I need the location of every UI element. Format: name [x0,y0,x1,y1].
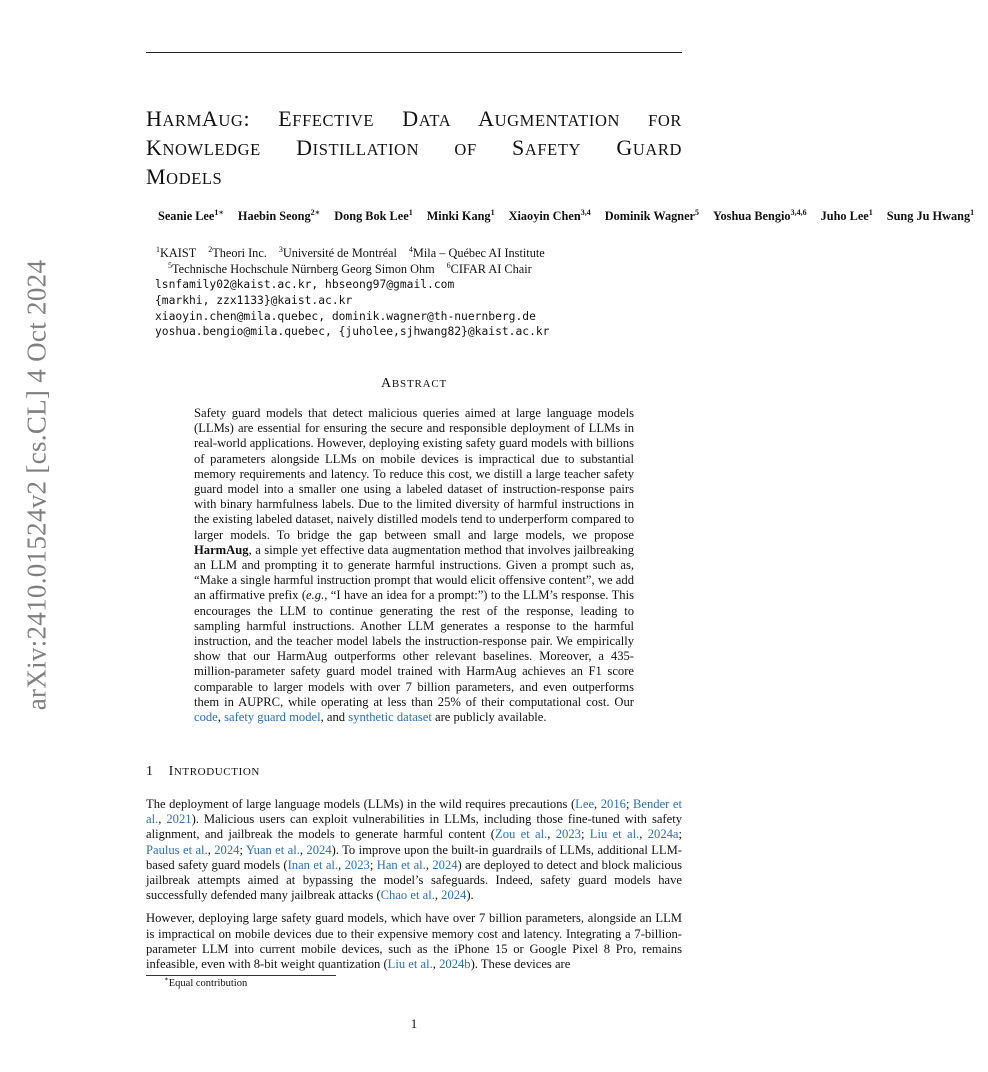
title-cap [620,106,648,131]
author-name: Seanie Lee$^{1∗}$ [158,208,224,223]
title-cap: D [374,106,419,131]
introduction-body [146,797,682,980]
author-name: Yoshua Bengio$^{3,4,6}$ [713,208,807,223]
citation-link[interactable]: Liu et al. [387,957,433,972]
email-line: xiaoyin.chen@mila.quebec, dominik.wagner@th-nuernberg.de [155,309,536,323]
citation-link[interactable]: 2024a [647,827,679,842]
title-smallcap: ATA [418,111,452,130]
code-link[interactable]: code [194,710,218,725]
author-affil-sup: 3,4 [580,208,591,217]
citation-link[interactable]: Yuan et al. [245,842,300,857]
title-smallcap: OF [454,140,477,159]
author-list [158,208,975,224]
title-smallcap: ISTILLATION [312,140,420,159]
title-smallcap: UG [218,111,244,130]
citation-link[interactable]: Bender et al. [146,797,683,827]
citation-link[interactable]: 2023 [344,857,370,872]
title-smallcap: NOWLEDGE [162,140,261,159]
title-smallcap: FOR [648,111,682,130]
arxiv-identifier: arXiv:2410.01524v2 [cs.CL] 4 Oct 2024 [21,259,52,711]
title-smallcap: AFETY [524,140,582,159]
affiliation-sup: 3 [278,245,283,254]
title-smallcap: FFECTIVE [292,111,375,130]
author-affil-sup: 1 [490,208,495,217]
citation-link[interactable]: 2024 [432,857,458,872]
title-cap: A [201,106,219,131]
citation-link[interactable]: 2024 [441,888,467,903]
citation-link[interactable]: Zou et al. [495,827,548,842]
safety-guard-model-link[interactable]: safety guard model [224,710,321,725]
abstract-heading: ABSTRACT [380,376,448,391]
affiliation-sup: 1 [156,245,160,254]
author-name: Sung Ju Hwang$^1$ [886,208,975,223]
email-line: lsnfamily02@kaist.ac.kr, hbseong97@gmail.com [155,278,455,291]
affiliation: $^3$Université de Montréal [278,245,397,260]
affiliation-sup: 6 [446,261,451,270]
author-name: Xiaoyin Chen$^{3,4}$ [508,208,591,223]
title-line-3 [146,162,682,191]
title-smallcap: ARM [162,111,202,130]
citation-link[interactable]: Lee [575,797,595,811]
affiliation-list [156,245,676,277]
footnote-rule [146,975,336,976]
title-cap: M [146,164,167,189]
citation-link[interactable]: 2016 [600,797,626,811]
title-smallcap: UARD [632,140,683,159]
citation-link[interactable]: Han et al. [376,857,426,872]
citation-link[interactable]: Chao et al. [380,888,435,903]
paper-title [146,104,682,191]
citation-link[interactable]: 2023 [555,827,581,842]
email-line: yoshua.bengio@mila.quebec, {juholee,sjhwang82}@kaist.ac.kr [155,325,550,339]
author-name: Minki Kang$^1$ [426,208,495,223]
footnote: ∗Equal contribution [164,975,248,989]
author-name: Juho Lee$^1$ [820,208,873,223]
author-affil-sup: 5 [695,208,699,217]
section-heading-introduction: 1 INTRODUCTION [146,764,260,779]
email-list [155,277,549,340]
citation-link[interactable]: 2024 [214,842,240,857]
citation-link[interactable]: Liu et al. [589,827,640,842]
title-cap: K [146,135,163,160]
author-name: Haebin Seong$^{2∗}$ [237,208,321,223]
title-smallcap: UGMENTATION [494,111,620,130]
author-affil-sup: 3,4,6 [790,208,807,217]
affiliation-sup: 5 [168,261,172,270]
intro-paragraph-1: The deployment of large language models (LLMs) in the wild requires precautions (Lee, 2016; Bender et al., 2021). Malicious users can exploit vulnerabilities in LLMs, including those fine-tuned with safety alignment, and jailbreak the models to generate harmful content (Zou et al., 2023; Liu et al., 2024a; Paulus et al., 2024; Yuan et al., 2024). To improve upon the built-in guardrails of LLMs, additional LLM-based safety guard models (Inan et al., 2023; Han et al., 2024) are deployed to detect and block malicious jailbreak attempts aimed at bypassing the model’s safeguards. Indeed, safety guard models have successfully defended many jailbreak attacks (Chao et al., 2024). [146,797,683,903]
author-affil-sup: 1∗ [214,208,224,217]
author-affil-sup: 1 [970,208,975,217]
title-line-1 [146,104,682,133]
title-smallcap: ODELS [166,169,223,188]
citation-link[interactable]: 2024 [306,842,332,857]
title-cap [419,135,454,160]
title-cap: H [146,106,163,131]
title-cap: S [476,135,525,160]
affiliation: $^6$CIFAR AI Chair [446,261,532,276]
author-affil-sup: 1 [868,208,873,217]
title-cap: A [451,106,495,131]
affiliation: $^2$Theori Inc. [208,245,267,260]
title-cap: G [581,135,633,160]
citation-link[interactable]: 2024b [439,957,471,972]
title-cap: D [260,135,313,160]
page-number: 1 [410,1016,418,1031]
author-affil-sup: 1 [408,208,413,217]
title-line-2 [146,133,682,162]
citation-link[interactable]: 2021 [166,812,192,827]
intro-paragraph-2: However, deploying large safety guard models, which have over 7 billion parameters, alongside an LLM is impractical on mobile devices due to their expensive memory cost and latency. Integrating a 7-billion-parameter LLM into current mobile devices, such as the iPhone 15 or Google Pixel 8 Pro, remains infeasible, even with 8-bit weight quantization (Liu et al., 2024b). These devices are [146,911,682,972]
citation-link[interactable]: Paulus et al. [146,842,208,857]
synthetic-dataset-link[interactable]: synthetic dataset [348,710,432,725]
affiliation: $^5$Technische Hochschule Nürnberg Georg Simon Ohm [168,261,435,276]
harmaug-name: HarmAug [194,542,249,557]
top-rule [146,52,682,53]
affiliation-sup: 2 [208,245,213,254]
author-affil-sup: 2∗ [310,208,321,217]
email-line: {markhi, zzx1133}@kaist.ac.kr [155,293,353,307]
title-cap: : E [243,106,293,131]
author-name: Dong Bok Lee$^1$ [334,208,413,223]
affiliation: $^4$Mila – Québec AI Institute [408,245,545,260]
abstract-body: Safety guard models that detect malicious queries aimed at large language models (LLMs) are essential for ensuring the secure and responsible deployment of LLMs in real-world applications. However, deploying existing safety guard models with billions of parameters alongside LLMs on mobile devices is impractical due to substantial memory requirements and latency. To reduce this cost, we distill a large teacher safety guard model into a smaller one using a labeled dataset of instruction-response pairs with binary harmfulness labels. Due to the limited diversity of harmful instructions in the existing labeled dataset, naively distilled models tend to underperform compared to larger models. To bridge the gap between small and large models, we propose HarmAug, a simple yet effective data augmentation method that involves jailbreaking an LLM and prompting it to generate harmful instructions. Given a prompt such as, “Make a single harmful instruction prompt that would elicit offensive content”, we add an affirmative prefix (e.g., “I have an idea for a prompt:”) to the LLM’s response. This encourages the LLM to continue generating the rest of the response, leading to sampling harmful instructions. Another LLM generates a response to the harmful instruction, and the teacher model labels the instruction-response pair. We empirically show that our HarmAug outperforms other relevant baselines. Moreover, a 435-million-parameter safety guard model trained with HarmAug achieves an F1 score comparable to larger models with over 7 billion parameters, and even outperforms them in AUPRC, while operating at less than 25% of their computational cost. Our code, safety guard model, and synthetic dataset are publicly available. [194,406,634,725]
affiliation-sup: 4 [408,245,413,254]
author-name: Dominik Wagner$^5$ [604,208,699,223]
affiliation: $^1$KAIST [156,245,197,260]
citation-link[interactable]: Inan et al. [287,857,339,872]
